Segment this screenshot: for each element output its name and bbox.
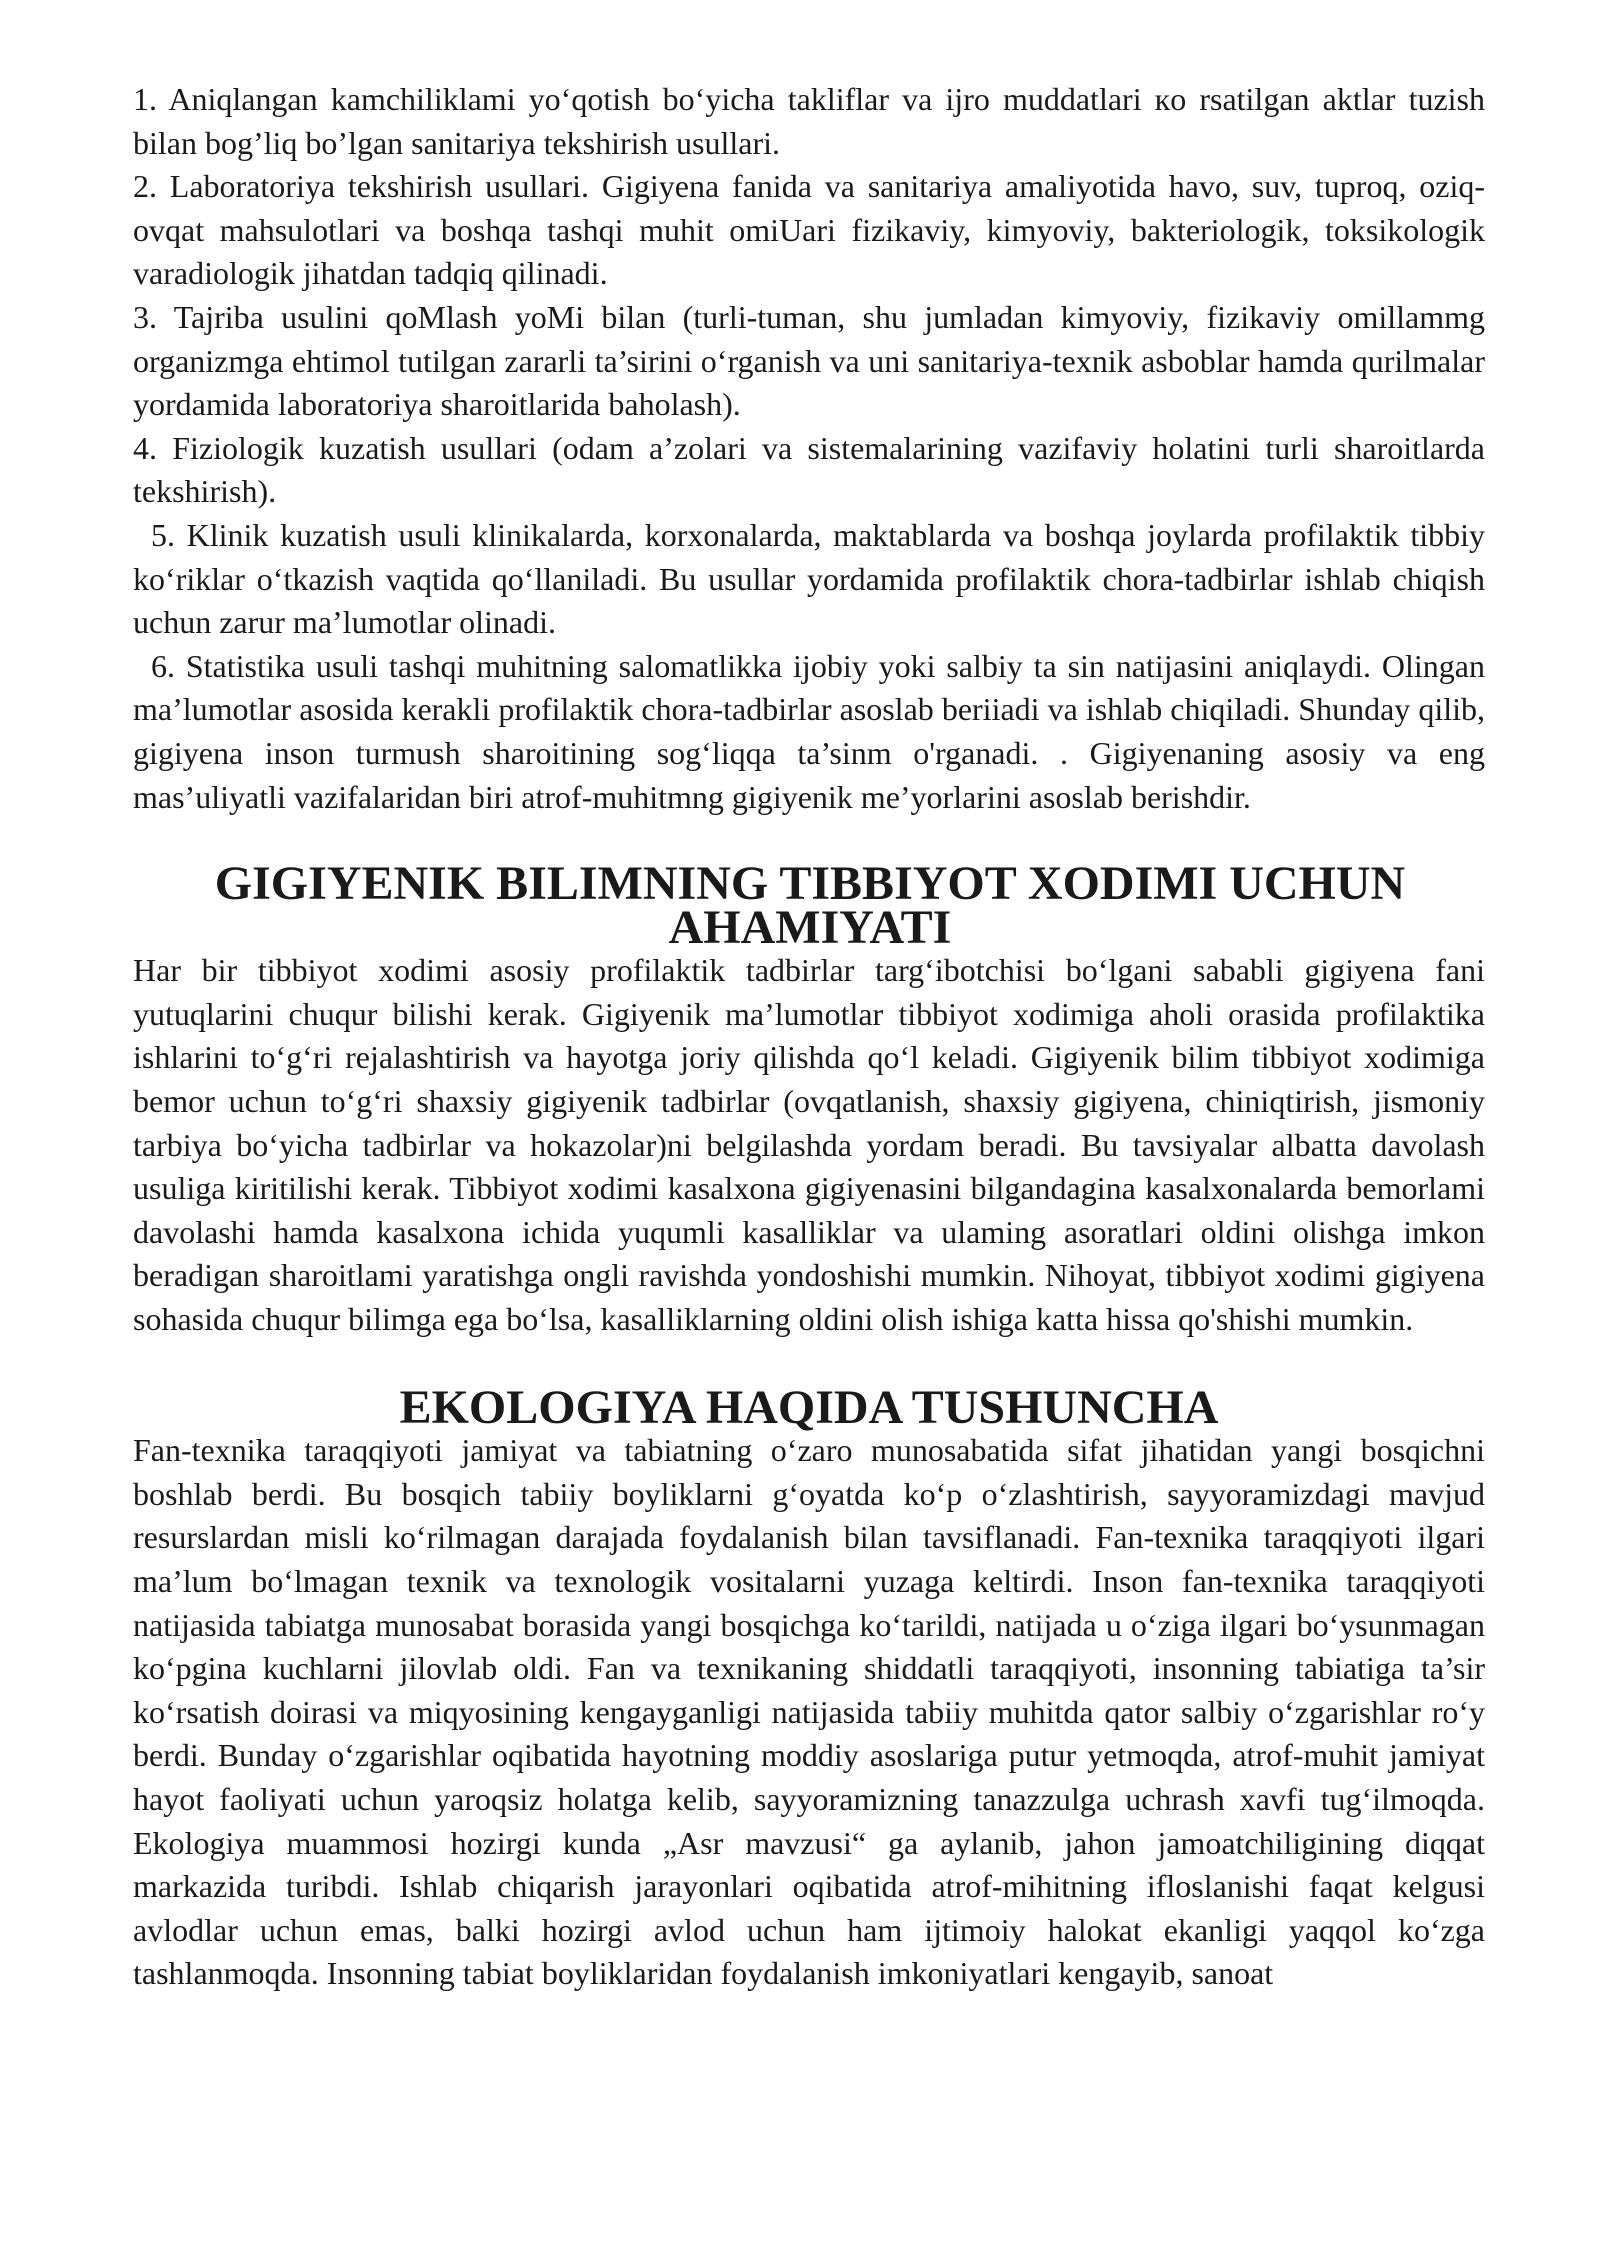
- section-heading-ecology: EKOLOGIYA HAQIDA TUSHUNCHA: [399, 1380, 1219, 1434]
- paragraph-item-2: 2. Laboratoriya tekshirish usullari. Gigiyena fanida va sanitariya amaliyotida havo, suv, tuproq, oziq-ovqat mahsulotlari va boshqa tashqi muhit omiUari fizikaviy, kimyoviy, bakteriologik, toksikologik varadiologik jihatdan tadqiq qilinadi.: [133, 168, 1485, 292]
- section-body-ecology: Fan-texnika taraqqiyoti jamiyat va tabiatning o‘zaro munosabatida sifat jihatidan yangi bosqichni boshlab berdi. Bu bosqich tabiiy boyliklarni g‘oyatda ko‘p o‘zlashtirish, sayyoramizdagi mavjud resurslardan misli ko‘rilmagan darajada foydalanish bilan tavsiflanadi. Fan-texnika taraqqiyoti ilgari ma’lum bo‘lmagan texnik va texnologik vositalarni yuzaga keltirdi. Inson fan-texnika taraqqiyoti natijasida tabiatga munosabat borasida yangi bosqichga ko‘tarildi, natijada u o‘ziga ilgari bo‘ysunmagan ko‘pgina kuchlarni jilovlab oldi. Fan va texnikaning shiddatli taraqqiyoti, insonning tabiatiga ta’sir ko‘rsatish doirasi va miqyosining kengayganligi natijasida tabiiy muhitda qator salbiy o‘zgarishlar ro‘y berdi. Bunday o‘zgarishlar oqibatida hayotning moddiy asoslariga putur yetmoqda, atrof-muhit jamiyat hayot faoliyati uchun yaroqsiz holatga kelib, sayyoramizning tanazzulga uchrash xavfi tug‘ilmoqda. Ekologiya muammosi hozirgi kunda „Asr mavzusi“ ga aylanib, jahon jamoatchiligining diqqat markazida turibdi. Ishlab chiqarish jarayonlari oqibatida atrof-mihitning ifloslanishi faqat kelgusi avlodlar uchun emas, balki hozirgi avlod uchun ham ijtimoiy halokat ekanligi yaqqol ko‘zga tashlanmoqda. Insonning tabiat boyliklaridan foydalanish imkoniyatlari kengayib, sanoat: [133, 1432, 1485, 1992]
- paragraph-item-4: 4. Fiziologik kuzatish usullari (odam a’zolari va sistemalarining vazifaviy holatini turli sharoitlarda tekshirish).: [133, 429, 1485, 510]
- section-heading-hygiene: GIGIYENIK BILIMNING TIBBIYOT XODIMI UCHUN AHAMIYATI: [214, 857, 1406, 954]
- document-page: [133, 78, 1485, 1996]
- paragraph-item-3: 3. Tajriba usulini qoMlash yoMi bilan (turli-tuman, shu jumladan kimyoviy, fizikaviy omillammg organizmga ehtimol tutilgan zararli ta’sirini o‘rganish va uni sanitariya-texnik asboblar hamda qurilmalar yordamida laboratoriya sharoitlarida baholash).: [133, 298, 1485, 423]
- paragraph-item-5: 5. Klinik kuzatish usuli klinikalarda, korxonalarda, maktablarda va boshqa joylarda profilaktik tibbiy ko‘riklar o‘tkazish vaqtida qo‘llaniladi. Bu usullar yordamida profilaktik chora-tadbirlar ishlab chiqish uchun zarur ma’lumotlar olinadi.: [133, 516, 1485, 641]
- section-body-hygiene: Har bir tibbiyot xodimi asosiy profilaktik tadbirlar targ‘ibotchisi bo‘lgani sababli gigiyena fani yutuqlarini chuqur bilishi kerak. Gigiyenik ma’lumotlar tibbiyot xodimiga aholi orasida profilaktika ishlarini to‘g‘ri rejalashtirish va hayotga joriy qilishda qo‘l keladi. Gigiyenik bilim tibbiyot xodimiga bemor uchun to‘g‘ri shaxsiy gigiyenik tadbirlar (ovqatlanish, shaxsiy gigiyena, chiniqtirish, jismoniy tarbiya bo‘yicha tadbirlar va hokazolar)ni belgilashda yordam beradi. Bu tavsiyalar albatta davolash usuliga kiritilishi kerak. Tibbiyot xodimi kasalxona gigiyenasini bilgandagina kasalxonalarda bemorlami davolashi hamda kasalxona ichida yuqumli kasalliklar va ulaming asoratlari oldini olishga imkon beradigan sharoitlami yaratishga ongli ravishda yondoshishi mumkin. Nihoyat, tibbiyot xodimi gigiyena sohasida chuqur bilimga ega bo‘lsa, kasalliklarning oldini olish ishiga katta hissa qo'shishi mumkin.: [133, 952, 1485, 1338]
- paragraph-item-6: 6. Statistika usuli tashqi muhitning salomatlikka ijobiy yoki salbiy ta sin natijasini aniqlaydi. Olingan ma’lumotlar asosida kerakli profilaktik chora-tadbirlar asoslab beriiadi va ishlab chiqiladi. Shunday qilib, gigiyena inson turmush sharoitining sog‘liqqa ta’sinm o'rganadi. . Gigiyenaning asosiy va eng mas’uliyatli vazifalaridan biri atrof-muhitmng gigiyenik me’yorlarini asoslab berishdir.: [133, 647, 1485, 815]
- paragraph-item-1: 1. Aniqlangan kamchiliklami yo‘qotish bo‘yicha takliflar va ijro muddatlari кo rsatilgan aktlar tuzish bilan bog’liq bo’lgan sanitariya tekshirish usullari.: [133, 81, 1485, 161]
